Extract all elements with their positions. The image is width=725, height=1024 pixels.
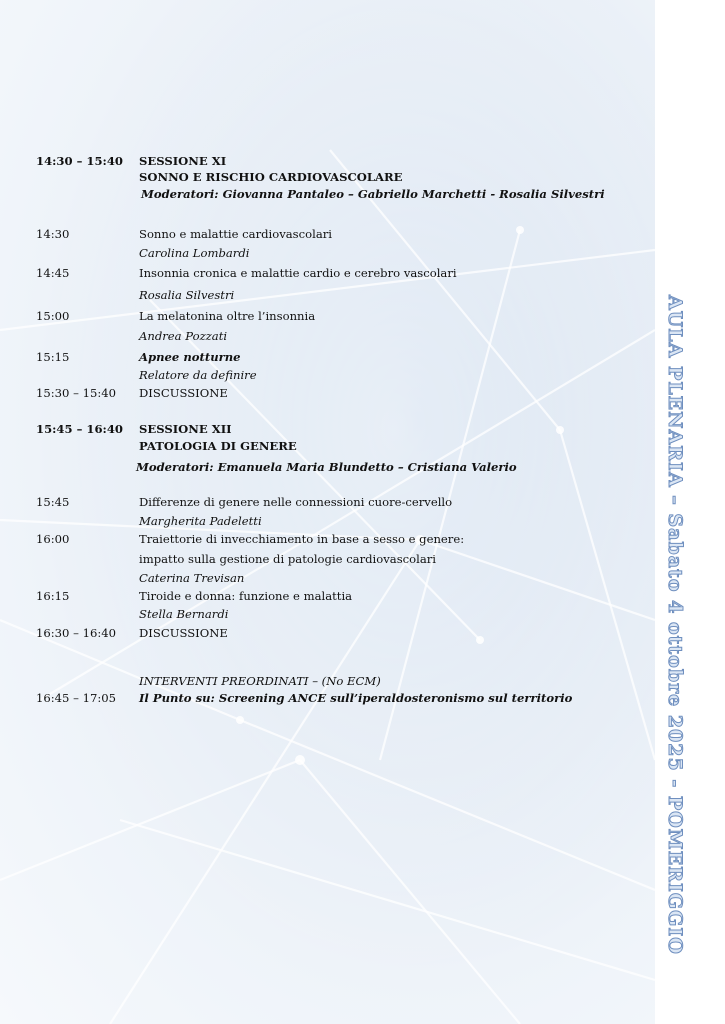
- side-vertical-label: [664, 295, 714, 955]
- talk-time: 15:15: [36, 350, 70, 364]
- talk-time: 15:45: [36, 495, 70, 509]
- session-subtitle: SONNO E RISCHIO CARDIOVASCOLARE: [139, 170, 403, 184]
- discussion-label: DISCUSSIONE: [139, 626, 228, 640]
- session-moderators: Moderatori: Emanuela Maria Blundetto – Cristiana Valerio: [136, 460, 517, 474]
- talk-time: 15:00: [36, 309, 70, 323]
- talk-speaker: Carolina Lombardi: [139, 246, 250, 260]
- talk-title: La melatonina oltre l’insonnia: [139, 309, 316, 323]
- talk-title: Apnee notturne: [139, 350, 241, 364]
- talk-title: Sonno e malattie cardiovascolari: [139, 227, 332, 241]
- talk-time: 16:15: [36, 589, 70, 603]
- talk-title: Differenze di genere nelle connessioni cuore-cervello: [139, 495, 453, 509]
- talk-speaker: Margherita Padeletti: [139, 514, 262, 528]
- discussion-label: DISCUSSIONE: [139, 386, 228, 400]
- talk-time: 14:30: [36, 227, 70, 241]
- session-time: 15:45 – 16:40: [36, 422, 123, 436]
- session-title: SESSIONE XI: [139, 154, 227, 168]
- session-time: 14:30 – 15:40: [36, 154, 123, 168]
- talk-time: 16:00: [36, 532, 70, 546]
- discussion-time: 15:30 – 15:40: [36, 386, 116, 400]
- interventi-heading: INTERVENTI PREORDINATI – (No ECM): [139, 674, 381, 688]
- session-title: SESSIONE XII: [139, 422, 232, 436]
- talk-time: 14:45: [36, 266, 70, 280]
- talk-title: Insonnia cronica e malattie cardio e cerebro vascolari: [139, 266, 457, 280]
- talk-speaker: Relatore da definire: [139, 368, 257, 382]
- discussion-time: 16:30 – 16:40: [36, 626, 116, 640]
- talk-title: Traiettorie di invecchiamento in base a sesso e genere:: [139, 532, 465, 546]
- talk-title-line2: impatto sulla gestione di patologie cardiovascolari: [139, 552, 437, 566]
- talk-speaker: Stella Bernardi: [139, 607, 229, 621]
- side-label-text: AULA PLENARIA – Sabato 4 ottobre 2025 - POMERIGGIO: [664, 295, 686, 955]
- interventi-title: Il Punto su: Screening ANCE sull’iperaldosteronismo sul territorio: [139, 691, 573, 705]
- interventi-time: 16:45 – 17:05: [36, 691, 116, 705]
- session-moderators: Moderatori: Giovanna Pantaleo – Gabriello Marchetti - Rosalia Silvestri: [141, 187, 605, 201]
- talk-title: Tiroide e donna: funzione e malattia: [139, 589, 353, 603]
- talk-speaker: Andrea Pozzati: [139, 329, 228, 343]
- talk-speaker: Caterina Trevisan: [139, 571, 245, 585]
- session-subtitle: PATOLOGIA DI GENERE: [139, 439, 297, 453]
- talk-speaker: Rosalia Silvestri: [139, 288, 235, 302]
